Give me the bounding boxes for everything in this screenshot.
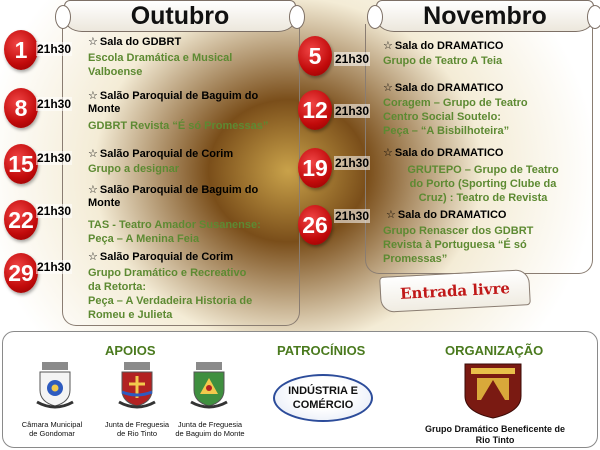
event-venue (383, 147, 573, 160)
event-group (88, 119, 288, 133)
event-venue (88, 36, 258, 49)
event-time: 21h30 (37, 204, 72, 218)
event-venue (88, 251, 278, 264)
group-line: Peça – A Menina Feia (88, 233, 200, 245)
baguim-caption: Junta de Freguesia de Baguim do Monte (175, 420, 245, 438)
group-line: TAS - Teatro Amador Susanense: (88, 219, 261, 231)
gondomar-crest-icon (34, 362, 76, 410)
event-time: 21h30 (335, 209, 370, 223)
patrocinios-title: PATROCÍNIOS (277, 343, 366, 358)
star-icon: ☆ (88, 148, 98, 160)
event-group (88, 162, 268, 176)
group-line: Coragem – Grupo de Teatro (383, 97, 528, 109)
event-time: 21h30 (37, 42, 72, 56)
entrada-livre-banner: Entrada livre (379, 269, 531, 313)
event-time: 21h30 (37, 97, 72, 111)
venue-line: Sala do DRAMATICO (394, 147, 504, 159)
day-badge: 19 (298, 148, 332, 188)
group-line: da Retorta: (88, 281, 147, 293)
event-group (88, 218, 278, 246)
group-line: Peça – “A Bisbilhoteira” (383, 125, 510, 137)
group-line: Valboense (88, 66, 143, 78)
event-venue (88, 148, 278, 161)
group-line: Peça – A Verdadeira Historia de (88, 295, 253, 307)
gondomar-caption: Câmara Municipal de Gondomar (21, 420, 83, 438)
organizer-logo-icon (463, 362, 523, 420)
group-line: Promessas” (383, 253, 448, 265)
day-badge: 29 (4, 253, 38, 293)
day-badge: 22 (4, 200, 38, 240)
group-line: do Porto (Sporting Clube da (409, 178, 557, 190)
organizacao-title: ORGANIZAÇÃO (445, 343, 544, 358)
group-line: Centro Social Soutelo: (383, 111, 501, 123)
baguim-crest-icon (188, 362, 230, 410)
venue-line: Monte (88, 103, 121, 115)
star-icon: ☆ (383, 40, 393, 52)
star-icon: ☆ (383, 147, 393, 159)
rio-tinto-caption: Junta de Freguesia de Rio Tinto (104, 420, 170, 438)
event-venue (88, 90, 273, 116)
venue-line: Salão Paroquial de Corim (99, 148, 234, 160)
star-icon: ☆ (383, 82, 393, 94)
apoios-title: APOIOS (105, 343, 156, 358)
venue-line: Sala do DRAMATICO (394, 40, 504, 52)
event-group (88, 266, 278, 322)
rio-tinto-crest-icon (116, 362, 158, 410)
event-group (88, 51, 268, 79)
group-line: GDBRT Revista “É só Promessas” (88, 120, 269, 132)
group-line: Revista à Portuguesa “É só (383, 239, 527, 251)
event-group (383, 163, 583, 205)
october-title: Outubro (64, 0, 296, 32)
day-badge: 5 (298, 36, 332, 76)
event-venue (383, 82, 573, 95)
group-line: Escola Dramática e Musical (88, 52, 233, 64)
november-title: Novembro (376, 0, 594, 32)
event-time: 21h30 (335, 104, 370, 118)
star-icon: ☆ (88, 36, 98, 48)
sponsor-industria-comercio: INDÚSTRIA E COMÉRCIO (273, 374, 373, 422)
venue-line: Sala do GDBRT (99, 36, 182, 48)
day-badge: 8 (4, 88, 38, 128)
star-icon: ☆ (88, 90, 98, 102)
star-icon: ☆ (88, 251, 98, 263)
event-venue (383, 40, 573, 53)
event-time: 21h30 (37, 260, 72, 274)
group-line: Cruz) : Teatro de Revista (418, 192, 548, 204)
event-time: 21h30 (335, 156, 370, 170)
day-badge: 26 (298, 205, 332, 245)
group-line: Romeu e Julieta (88, 309, 173, 321)
group-line: Grupo Renascer dos GDBRT (383, 225, 534, 237)
star-icon: ☆ (88, 184, 98, 196)
event-group (383, 224, 583, 266)
day-badge: 1 (4, 30, 38, 70)
group-line: Grupo Dramático e Recreativo (88, 267, 247, 279)
venue-line: Salão Paroquial de Baguim do (99, 184, 259, 196)
group-line: Grupo a designar (88, 163, 180, 175)
venue-line: Sala do DRAMATICO (394, 82, 504, 94)
event-time: 21h30 (37, 151, 72, 165)
venue-line: Salão Paroquial de Baguim do (99, 90, 259, 102)
venue-line: Sala do DRAMATICO (397, 209, 507, 221)
event-venue (386, 209, 576, 222)
event-group (383, 96, 583, 138)
venue-line: Salão Paroquial de Corim (99, 251, 234, 263)
star-icon: ☆ (386, 209, 396, 221)
group-line: Grupo de Teatro A Teia (383, 55, 503, 67)
day-badge: 12 (298, 90, 332, 130)
event-venue (88, 184, 278, 210)
venue-line: Monte (88, 197, 121, 209)
event-time: 21h30 (335, 52, 370, 66)
day-badge: 15 (4, 144, 38, 184)
event-group (383, 54, 583, 68)
group-line: GRUTEPO – Grupo de Teatro (407, 164, 559, 176)
organizer-caption: Grupo Dramático Beneficente de Rio Tinto (424, 424, 566, 445)
